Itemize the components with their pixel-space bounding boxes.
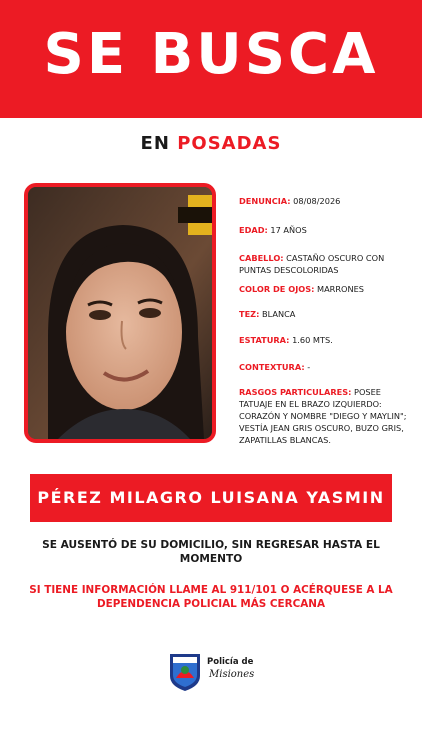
person-name: PÉREZ MILAGRO LUISANA YASMIN	[37, 488, 385, 507]
location-prefix: EN	[140, 133, 170, 154]
value-rasgos: POSEE TATUAJE EN EL BRAZO IZQUIERDO: CORAZÓN Y NOMBRE "DIEGO Y MAYLIN"; VESTÍA JEAN GRIS OSCURO, BUZO GRIS, ZAPATILLAS BLANCAS.	[239, 387, 407, 445]
label-rasgos: RASGOS PARTICULARES:	[239, 387, 352, 397]
portrait-illustration	[28, 187, 212, 439]
label-ojos: COLOR DE OJOS:	[239, 284, 315, 294]
name-banner	[30, 474, 392, 522]
label-denuncia: DENUNCIA:	[239, 196, 291, 206]
police-logo-text	[207, 657, 287, 682]
value-ojos: MARRONES	[317, 284, 364, 294]
value-cabello: CASTAÑO OSCURO CON PUNTAS DESCOLORIDAS	[239, 253, 385, 275]
value-tez: BLANCA	[262, 309, 296, 319]
police-shield-icon	[168, 652, 202, 697]
field-contextura	[239, 361, 417, 373]
label-edad: EDAD:	[239, 225, 268, 235]
location-line	[0, 133, 422, 154]
label-cabello: CABELLO:	[239, 253, 284, 263]
contact-message: SI TIENE INFORMACIÓN LLAME AL 911/101 O ACÉRQUESE A LA DEPENDENCIA POLICIAL MÁS CERCANA	[29, 584, 393, 610]
portrait-photo	[24, 183, 216, 443]
label-estatura: ESTATURA:	[239, 335, 290, 345]
field-edad	[239, 224, 417, 236]
field-rasgos	[239, 386, 417, 446]
value-denuncia: 08/08/2026	[293, 196, 341, 206]
field-denuncia	[239, 195, 417, 207]
location-city: POSADAS	[177, 133, 282, 154]
field-cabello	[239, 252, 417, 276]
label-tez: TEZ:	[239, 309, 260, 319]
header-banner	[0, 0, 422, 118]
value-contextura: -	[307, 362, 311, 372]
logo-line2: Misiones	[209, 669, 255, 680]
value-estatura: 1.60 MTS.	[292, 335, 333, 345]
absence-message: SE AUSENTÓ DE SU DOMICILIO, SIN REGRESAR HASTA EL MOMENTO	[42, 539, 380, 565]
value-edad: 17 AÑOS	[270, 225, 307, 235]
logo-line1: Policía de	[207, 657, 254, 667]
field-estatura	[239, 334, 417, 346]
field-tez	[239, 308, 417, 320]
label-contextura: CONTEXTURA:	[239, 362, 305, 372]
field-ojos	[239, 283, 417, 295]
page-title: SE BUSCA	[43, 22, 379, 87]
